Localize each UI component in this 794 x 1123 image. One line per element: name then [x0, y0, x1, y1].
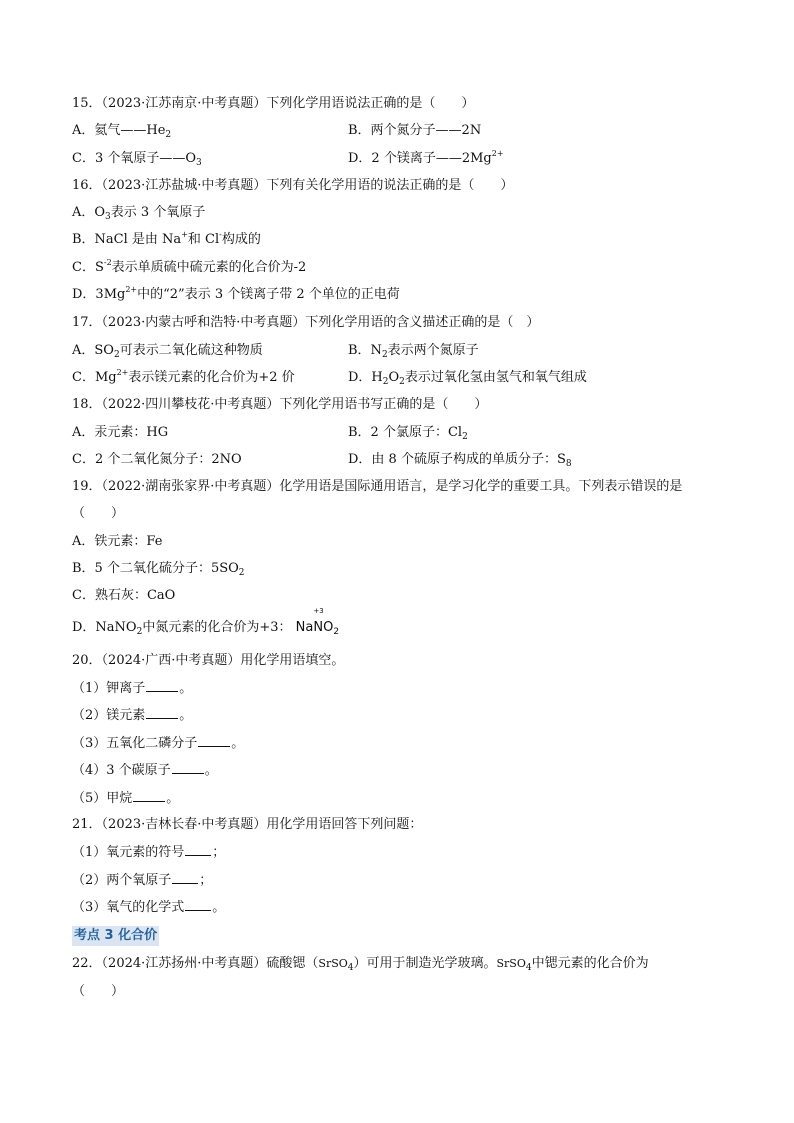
- q16-option-a: A．$O_3$表示 3 个氧原子: [72, 205, 206, 222]
- q17-option-c: C．$Mg^{2+}$表示镁元素的化合价为+2 价: [72, 368, 295, 385]
- q22-stem: 22．（2024·江苏扬州·中考真题）硫酸锶（SrSO$_4$）可用于制造光学玻璃。SrSO$_4$中锶元素的化合价为: [72, 956, 649, 973]
- q18-option-c: C．2 个二氧化氮分子：2NO: [72, 452, 242, 467]
- section-heading: 考点 3 化合价: [72, 926, 159, 946]
- q17-option-b: B．$N_2$表示两个氮原子: [348, 343, 479, 360]
- q18-stem: 18．（2022·四川攀枝花·中考真题）下列化学用语书写正确的是（ ）: [72, 397, 488, 412]
- answer-blank[interactable]: [146, 704, 178, 719]
- q18-option-a: A．汞元素：HG: [72, 425, 169, 440]
- q19-option-a: A．铁元素：Fe: [72, 534, 163, 549]
- q15-option-c: C．3 个氧原子$——O_3$: [72, 151, 202, 168]
- answer-blank[interactable]: [185, 896, 211, 911]
- q21-item-3: （3）氧气的化学式 。: [72, 896, 225, 918]
- q20-stem: 20．（2024·广西·中考真题）用化学用语填空。: [72, 653, 345, 668]
- q22-answer-paren: （ ）: [72, 984, 125, 999]
- q16-stem: 16．（2023·江苏盐城·中考真题）下列有关化学用语的说法正确的是（ ）: [72, 178, 514, 193]
- answer-blank[interactable]: [133, 787, 165, 802]
- q20-item-4: （4）3 个碳原子 。: [72, 759, 218, 781]
- q21-item-2: （2）两个氧原子 ；: [72, 869, 212, 891]
- q19-option-d: D．NaNO$_2$中氮元素的化合价为+3： Na +3 $NO_2$: [72, 607, 340, 637]
- q19-stem: 19．（2022·湖南张家界·中考真题）化学用语是国际通用语言，是学习化学的重要工具。下列表示错误的是: [72, 479, 683, 494]
- q20-item-2: （2）镁元素 。: [72, 704, 192, 726]
- q15-option-a: A．氦气$——He_2$: [72, 123, 172, 140]
- q15-option-b: B．两个氮分子——2N: [348, 123, 482, 138]
- q17-stem: 17．（2023·内蒙古呼和浩特·中考真题）下列化学用语的含义描述正确的是（ ）: [72, 315, 540, 330]
- q15-stem: 15．（2023·江苏南京·中考真题）下列化学用语说法正确的是（ ）: [72, 96, 475, 111]
- q16-option-b: B．NaCl 是由 Na+和 Cl-构成的: [72, 230, 261, 247]
- q19-option-b: B．5 个二氧化硫分子：$5SO_2$: [72, 561, 245, 578]
- q20-item-3: （3）五氧化二磷分子 。: [72, 732, 244, 754]
- answer-blank[interactable]: [185, 841, 211, 856]
- q17-option-d: D．$H_2O_2$表示过氧化氢由氢气和氧气组成: [348, 370, 587, 387]
- valence-formula: Na +3 $NO_2$: [295, 607, 340, 637]
- q18-option-d: D．由 8 个硫原子构成的单质分子：$S_8$: [348, 452, 572, 469]
- q16-option-d: D．$3Mg^{2+}$中的“2”表示 3 个镁离子带 2 个单位的正电荷: [72, 285, 400, 302]
- q20-item-1: （1）钾离子 。: [72, 677, 192, 699]
- answer-blank[interactable]: [198, 732, 230, 747]
- answer-blank[interactable]: [172, 869, 198, 884]
- q18-option-b: B．2 个氯原子：$Cl_2$: [348, 425, 468, 442]
- q15-option-d: D．2 个镁离子$——2Mg^{2+}$: [348, 149, 504, 166]
- answer-blank[interactable]: [146, 677, 178, 692]
- q19-option-c: C．熟石灰：CaO: [72, 588, 176, 603]
- q21-stem: 21．（2023·吉林长春·中考真题）用化学用语回答下列问题：: [72, 817, 423, 832]
- q21-item-1: （1）氧元素的符号 ；: [72, 841, 225, 863]
- q17-option-a: A．$SO_2$可表示二氧化硫这种物质: [72, 343, 263, 360]
- q16-option-c: C．$S^{-2}$表示单质硫中硫元素的化合价为-2: [72, 258, 307, 275]
- q20-item-5: （5）甲烷 。: [72, 787, 179, 809]
- answer-blank[interactable]: [172, 759, 204, 774]
- q19-answer-paren: （ ）: [72, 506, 125, 521]
